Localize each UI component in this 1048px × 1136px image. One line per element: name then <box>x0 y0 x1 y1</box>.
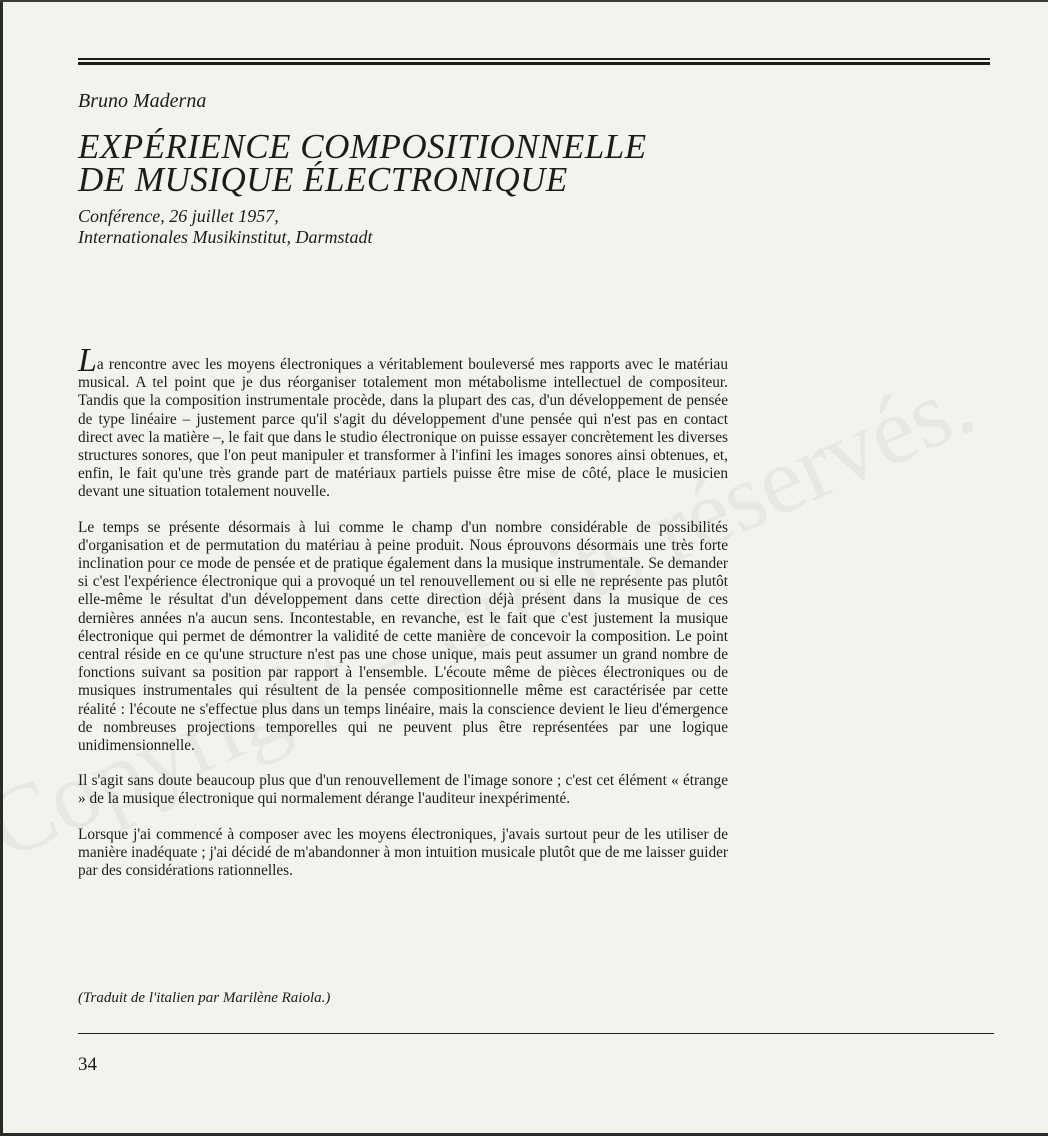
scan-edge-top <box>0 0 1048 2</box>
translator-note: (Traduit de l'italien par Marilène Raiola.) <box>78 990 331 1006</box>
page-number: 34 <box>78 1054 97 1075</box>
paragraph-2: Le temps se présente désormais à lui comme le champ d'un nombre considérable de possibilités d'organisation et de permutation du matériau à peine produit. Nous éprouvons désormais une très forte inclination pour ce mode de pensée et de pratique également dans la musique instrumentale. Se demander si c'est l'expérience électronique qui a provoqué un tel renouvellement ou si elle ne représente pas plutôt elle-même le résultat d'un développement dans cette direction déjà présent dans la musique de ces dernières années n'a aucun sens. Incontestable, en revanche, est le fait que c'est justement la musique électronique qui permet de démontrer la validité de cette manière de concevoir la composition. Le point central réside en ce qu'une structure n'est pas une chose unique, mais peut assumer un grand nombre de fonctions suivant sa position par rapport à l'ensemble. L'écoute même de pièces électroniques ou de musiques instrumentales qui résultent de la pensée compositionnelle même est caractérisée par cette réalité : l'écoute ne s'effectue plus dans un temps linéaire, mais la conscience devient le lieu d'émergence de nombreuses projections temporelles qui ne peuvent plus être représentées par une logique unidimensionnelle. <box>78 518 728 755</box>
paragraph-1-text: a rencontre avec les moyens électroniques a véritablement bouleversé mes rapports avec le matériau musical. A tel point que je dus réorganiser totalement mon métabolisme intellectuel de compositeur. Tandis que la composition instrumentale procède, dans la plupart des cas, d'un développement de pensée de type linéaire – justement parce qu'il s'agit du développement d'une pensée qui n'est pas en contact direct avec la matière –, le fait que dans le studio électronique on puisse essayer concrètement les diverses structures sonores, que l'on peut manipuler et transformer à l'infini les images sonores ainsi obtenues, et, enfin, le fait qu'une très grande part de matériaux partiels puisse être mise de côté, place le musicien devant une situation totalement nouvelle. <box>78 356 728 501</box>
title-line-2: DE MUSIQUE ÉLECTRONIQUE <box>78 160 568 199</box>
paragraph-1 <box>78 342 728 502</box>
top-double-rule <box>78 58 990 65</box>
subtitle-line-2: Internationales Musikinstitut, Darmstadt <box>78 227 373 247</box>
scan-edge-left <box>0 0 3 1136</box>
drop-cap: L <box>78 342 97 379</box>
paragraph-3: Il s'agit sans doute beaucoup plus que d'un renouvellement de l'image sonore ; c'est cet élément « étrange » de la musique électronique qui normalement dérange l'auditeur inexpérimenté. <box>78 772 728 808</box>
subtitle-line-1: Conférence, 26 juillet 1957, <box>78 206 279 226</box>
article-title <box>78 127 838 199</box>
article-subtitle <box>78 206 373 248</box>
author-name: Bruno Maderna <box>78 90 207 112</box>
article-body <box>78 342 728 897</box>
title-line-1: EXPÉRIENCE COMPOSITIONNELLE <box>78 127 647 166</box>
paragraph-4: Lorsque j'ai commencé à composer avec les moyens électroniques, j'avais surtout peur de les utiliser de manière inadéquate ; j'ai décidé de m'abandonner à mon intuition musicale plutôt que de me laisser guider par des considérations rationnelles. <box>78 825 728 880</box>
bottom-rule <box>78 1033 994 1034</box>
